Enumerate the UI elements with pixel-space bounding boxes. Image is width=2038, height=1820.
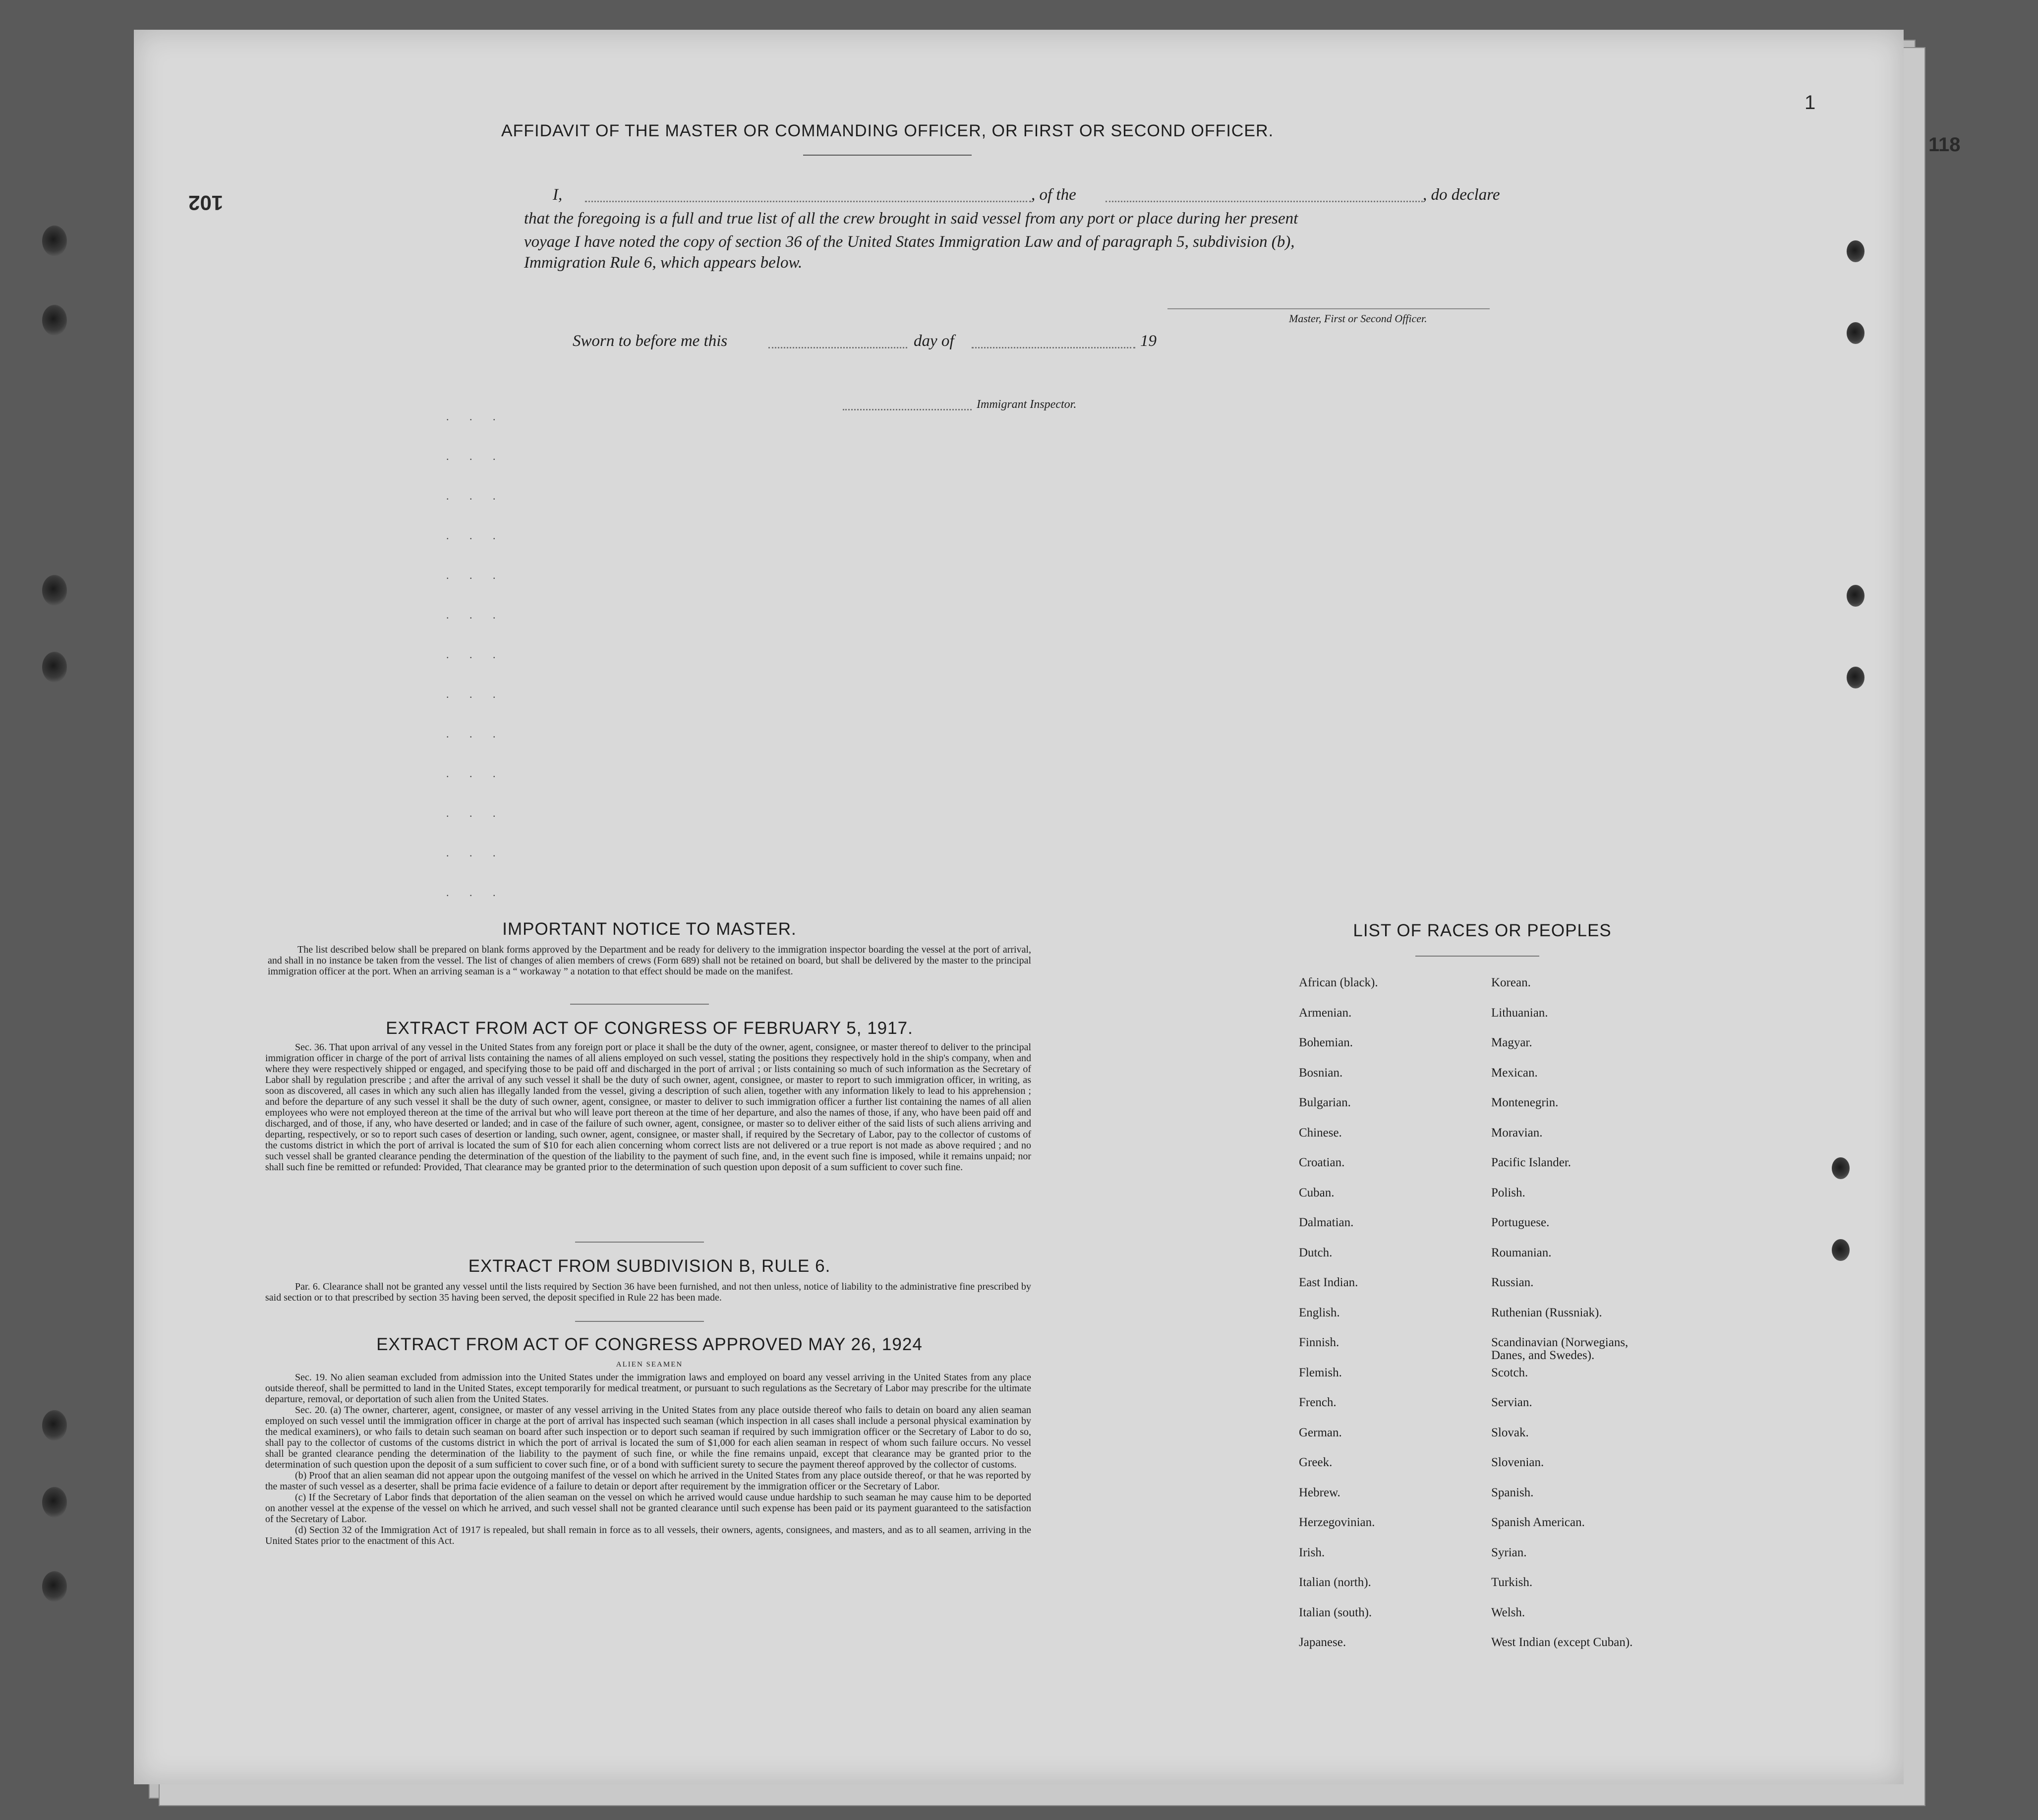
- extract-1924-paragraph: Sec. 20. (a) The owner, charterer, agent, consignee, or master of any vessel arriving in the United States from any place outside thereof who fails to detain on board any alien seaman employed on such vessel until the immigration officer in charge at the port of arrival has inspected such seaman (which inspection in all cases shall include a personal physical examination by the medical examiners), or who fails to detain such seaman on board after such inspection or to deport such seaman if required by such immigration officer or the Secretary of Labor to do so, shall pay to the collector of customs of the customs district in which the port of arrival is located the sum of $1,000 for each alien seaman in respect of whom such failure occurs. No vessel shall be granted clearance pending the determination of the liability to the payment of such fine, or while the fine remains unpaid, except that clearance may be granted prior to the determination of such question upon the deposit of a sum sufficient to cover such fine, or of a bond with sufficient surety to secure the payment thereof approved by the collector of customs.: [265, 1405, 1031, 1470]
- binder-hole: [42, 575, 67, 606]
- extract-1924-title: EXTRACT FROM ACT OF CONGRESS APPROVED MAY 26, 1924: [376, 1335, 923, 1354]
- affidavit-title: AFFIDAVIT OF THE MASTER OR COMMANDING OFFICER, OR FIRST OR SECOND OFFICER.: [501, 121, 1274, 140]
- race-item: German.: [1299, 1425, 1342, 1439]
- entry-row-dots: . . .: [446, 410, 505, 423]
- races-column-2: [1491, 976, 1729, 1666]
- extract-1924-body: [265, 1372, 1031, 1546]
- extract-rule6-rule: [575, 1321, 704, 1322]
- binder-hole: [42, 1487, 67, 1518]
- race-item: Portuguese.: [1491, 1216, 1550, 1229]
- race-item: Magyar.: [1491, 1036, 1532, 1049]
- extract-1924-paragraph: (c) If the Secretary of Labor finds that deportation of the alien seaman on the vessel on which he arrived would cause undue hardship to such seaman he may cause him to be deported on another vessel at the expense of the vessel on which he arrived, and such vessel shall not be granted clearance until such expense has been paid or its payment guaranteed to the satisfaction of the Secretary of Labor.: [265, 1492, 1031, 1525]
- race-item: Korean.: [1491, 976, 1531, 989]
- races-title: LIST OF RACES OR PEOPLES: [1353, 921, 1612, 940]
- race-item: Bohemian.: [1299, 1036, 1353, 1049]
- race-item: Bosnian.: [1299, 1066, 1343, 1080]
- binder-hole: [1832, 1157, 1850, 1179]
- race-item: Syrian.: [1491, 1545, 1527, 1559]
- race-item: Croatian.: [1299, 1156, 1345, 1169]
- extract-1924-paragraph: (b) Proof that an alien seaman did not appear upon the outgoing manifest of the vessel on which he arrived in the United States from any place outside thereof, or that he was reported by the master of such vessel as a deserter, shall be prima facie evidence of a failure to detain or deport after requirement by the immigration officer or the Secretary of Labor.: [265, 1470, 1031, 1492]
- affidavit-i: I,: [553, 186, 563, 204]
- race-item: Roumanian.: [1491, 1246, 1552, 1259]
- race-item: West Indian (except Cuban).: [1491, 1636, 1633, 1649]
- race-item: East Indian.: [1299, 1276, 1358, 1289]
- day-blank: [768, 347, 907, 348]
- race-item: Italian (north).: [1299, 1576, 1371, 1589]
- race-item: Polish.: [1491, 1186, 1525, 1199]
- race-item: Cuban.: [1299, 1186, 1335, 1199]
- entry-row-dots: . . .: [446, 648, 505, 661]
- sworn-year: 19: [1140, 332, 1157, 350]
- left-margin-number: 102: [188, 191, 224, 215]
- entry-row-dots: . . .: [446, 728, 505, 740]
- race-item: Dutch.: [1299, 1246, 1333, 1259]
- entry-row-dots: . . .: [446, 490, 505, 502]
- extract-rule6-title: EXTRACT FROM SUBDIVISION B, RULE 6.: [468, 1256, 831, 1276]
- race-item: Irish.: [1299, 1545, 1325, 1559]
- binder-hole: [1847, 585, 1864, 607]
- master-signature-label: Master, First or Second Officer.: [1289, 312, 1427, 325]
- race-item: Herzegovinian.: [1299, 1516, 1375, 1529]
- vessel-blank: [1106, 201, 1423, 202]
- name-blank: [585, 201, 1031, 202]
- inspector-label: Immigrant Inspector.: [977, 398, 1077, 411]
- races-rule: [1415, 956, 1539, 957]
- affidavit-line-4: Immigration Rule 6, which appears below.: [524, 254, 803, 272]
- race-item: Scandinavian (Norwegians, Danes, and Swedes).: [1491, 1336, 1629, 1362]
- binder-hole: [42, 1571, 67, 1602]
- affidavit-line-2: that the foregoing is a full and true list of all the crew brought in said vessel from any port or place during her present: [524, 210, 1298, 228]
- race-item: Turkish.: [1491, 1576, 1533, 1589]
- affidavit-line-3: voyage I have noted the copy of section 36 of the United States Immigration Law and of paragraph 5, subdivision (b),: [524, 233, 1295, 251]
- race-item: Slovenian.: [1491, 1456, 1544, 1469]
- race-item: Spanish American.: [1491, 1516, 1585, 1529]
- affidavit-declare: , do declare: [1423, 186, 1500, 204]
- race-item: Greek.: [1299, 1456, 1333, 1469]
- entry-row-dots: . . .: [446, 609, 505, 621]
- binder-hole: [1847, 322, 1864, 344]
- extract-1924-subtitle: ALIEN SEAMEN: [616, 1361, 683, 1368]
- entry-row-dots: . . .: [446, 807, 505, 819]
- race-item: Servian.: [1491, 1396, 1532, 1409]
- entry-row-dots: . . .: [446, 688, 505, 700]
- notice-title: IMPORTANT NOTICE TO MASTER.: [502, 919, 797, 939]
- binder-hole: [1832, 1239, 1850, 1261]
- binder-hole: [1847, 667, 1864, 688]
- races-column-1: [1299, 976, 1487, 1666]
- affidavit-of-the: , of the: [1031, 186, 1076, 204]
- race-item: African (black).: [1299, 976, 1378, 989]
- extract-1924-paragraph: (d) Section 32 of the Immigration Act of 1917 is repealed, but shall remain in force as to all vessels, their owners, agents, consignees, and masters, and as to all seamen, arriving in the United States prior to the enactment of this Act.: [265, 1525, 1031, 1546]
- race-item: Spanish.: [1491, 1485, 1534, 1499]
- race-item: Chinese.: [1299, 1126, 1342, 1139]
- entry-row-dots: . . .: [446, 886, 505, 899]
- binder-hole: [42, 305, 67, 336]
- entry-row-dots: . . .: [446, 569, 505, 581]
- notice-text: The list described below shall be prepared on blank forms approved by the Department and be ready for delivery to the immigration inspector boarding the vessel at the port of arrival, and shall in no instance be taken from the vessel. The list of changes of alien members of crews (Form 689) shall not be retained on board, but shall be delivered by the master to the principal immigration officer at the port. When an arriving seaman is a “ workaway ” a notation to that effect should be made on the manifest.: [268, 944, 1031, 977]
- race-item: Ruthenian (Russniak).: [1491, 1306, 1602, 1319]
- race-item: Scotch.: [1491, 1365, 1528, 1379]
- inspector-signature-line: [843, 409, 972, 410]
- entry-row-dots: . . .: [446, 847, 505, 859]
- race-item: Italian (south).: [1299, 1605, 1372, 1619]
- race-item: Dalmatian.: [1299, 1216, 1354, 1229]
- race-item: Armenian.: [1299, 1006, 1352, 1020]
- race-item: Hebrew.: [1299, 1485, 1340, 1499]
- binder-hole: [42, 226, 67, 256]
- race-item: French.: [1299, 1396, 1337, 1409]
- extract-1924-paragraph: Sec. 19. No alien seaman excluded from admission into the United States under the immigration laws and employed on board any vessel arriving in the United States from any place outside thereof, shall be permitted to land in the United States, except temporarily for medical treatment, or pursuant to such regulations as the Secretary of Labor may prescribe for the ultimate departure, removal, or deportation of such alien from the United States.: [265, 1372, 1031, 1405]
- race-item: Russian.: [1491, 1276, 1534, 1289]
- master-signature-line: [1167, 308, 1490, 309]
- race-item: Mexican.: [1491, 1066, 1538, 1080]
- entry-row-dots: . . .: [446, 529, 505, 542]
- sworn-prefix: Sworn to before me this: [573, 332, 728, 350]
- entry-row-dots: . . .: [446, 767, 505, 780]
- race-item: Moravian.: [1491, 1126, 1543, 1139]
- notice-rule: [570, 1004, 709, 1005]
- right-margin-number: 118: [1928, 134, 1961, 156]
- binder-hole: [42, 652, 67, 682]
- race-item: Montenegrin.: [1491, 1096, 1559, 1109]
- race-item: Japanese.: [1299, 1636, 1346, 1649]
- binder-hole: [1847, 240, 1864, 262]
- month-blank: [972, 347, 1135, 348]
- race-item: Welsh.: [1491, 1605, 1525, 1619]
- race-item: Flemish.: [1299, 1365, 1342, 1379]
- race-item: Pacific Islander.: [1491, 1156, 1572, 1169]
- race-item: English.: [1299, 1306, 1340, 1319]
- extract-rule6-text: Par. 6. Clearance shall not be granted any vessel until the lists required by Section 36 have been furnished, and not then unless, notice of liability to the administrative fine prescribed by said section or to that prescribed by section 35 having been served, the deposit specified in Rule 22 has been made.: [265, 1281, 1031, 1303]
- top-right-mark: 1: [1805, 92, 1816, 114]
- race-item: Slovak.: [1491, 1425, 1529, 1439]
- extract-1917-text: Sec. 36. That upon arrival of any vessel in the United States from any foreign port or place it shall be the duty of the owner, agent, consignee, or master thereof to deliver to the principal immigration officer in charge of the port of arrival lists containing the names of all aliens employed on such vessel, stating the positions they respectively hold in the ship's company, when and where they were respectively shipped or engaged, and specifying those to be paid off and discharged in the port of arrival ; or lists containing so much of such information as the Secretary of Labor shall by regulation prescribe ; and after the arrival of any such vessel it shall be the duty of such owner, agent, consignee, or master to report to such immigration officer, in writing, as soon as discovered, all cases in which any such alien has illegally landed from the vessel, giving a description of such alien, together with any information likely to lead to his apprehension ; and before the departure of any such vessel it shall be the duty of such owner, agent, consignee, or master to deliver to such immigration officer a further list containing the names of all alien employees who were not employed thereon at the time of the arrival but who will leave port thereon at the time of her departure, and also the names of those, if any, who have been paid off and discharged, and of those, if any, who have deserted or landed; and in case of the failure of such owner, agent, consignee, or master so to deliver either of the said lists of such aliens arriving and departing, respectively, or so to report such cases of desertion or landing, such owner, agent, consignee, or master shall, if required by the Secretary of Labor, pay to the collector of customs of the customs district in which the port of arrival is located the sum of $10 for each alien concerning whom correct lists are not delivered or a true report is not made as above required ; and no such vessel shall be granted clearance pending the determination of the question of the liability to the payment of such fine, and, in the event such fine is imposed, while it remains unpaid; nor shall such fine be remitted or refunded: Provided, That clearance may be granted prior to the determination of such question upon deposit of a sum sufficient to cover such fine.: [265, 1042, 1031, 1173]
- binder-hole: [42, 1410, 67, 1441]
- sworn-day-of: day of: [914, 332, 954, 350]
- entry-row-dots: . . .: [446, 450, 505, 462]
- race-item: Bulgarian.: [1299, 1096, 1351, 1109]
- title-rule: [803, 155, 972, 156]
- race-item: Lithuanian.: [1491, 1006, 1548, 1020]
- extract-1917-rule: [575, 1242, 704, 1243]
- race-item: Finnish.: [1299, 1336, 1339, 1349]
- extract-1917-title: EXTRACT FROM ACT OF CONGRESS OF FEBRUARY 5, 1917.: [386, 1019, 913, 1038]
